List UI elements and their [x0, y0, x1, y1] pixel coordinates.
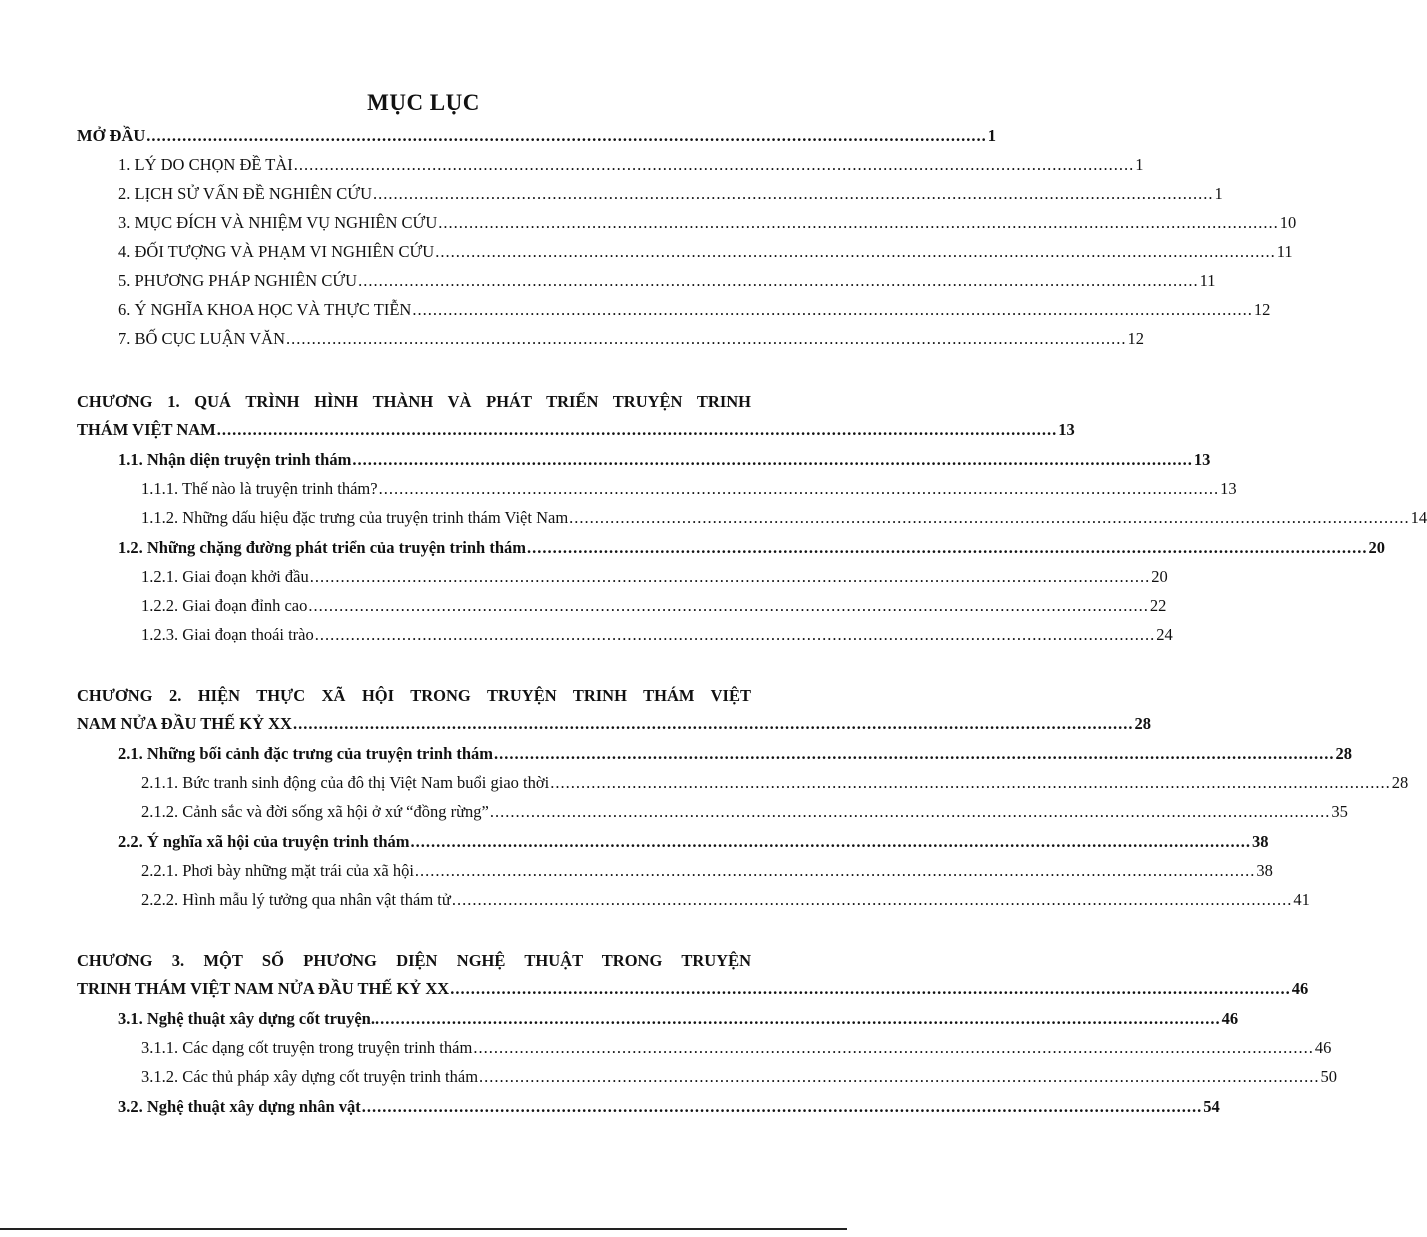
- chapter-heading: CHƯƠNG 1. QUÁ TRÌNH HÌNH THÀNH VÀ PHÁT TRIỂN TRUYỆN TRINH: [77, 392, 751, 411]
- toc-entry: [118, 155, 1144, 185]
- dot-leader: ....................................................................................................................................................................: [380, 1009, 1221, 1028]
- toc-page-number: 28: [1134, 714, 1151, 733]
- toc-page-number: 1: [1135, 155, 1144, 174]
- dot-leader: ....................................................................................................................................................................: [410, 832, 1252, 851]
- dot-leader: ....................................................................................................................................................................: [473, 1038, 1314, 1057]
- toc-page-number: 46: [1291, 979, 1309, 998]
- toc-label: MỞ ĐẦU: [77, 126, 146, 145]
- toc-label: 2.1.2. Cảnh sắc và đời sống xã hội ở xứ “đồng rừng”: [141, 802, 489, 821]
- toc-entry: [141, 890, 1310, 920]
- dot-leader: ....................................................................................................................................................................: [352, 450, 1193, 469]
- toc-page-number: 46: [1221, 1009, 1239, 1028]
- toc-entry: [141, 1067, 1338, 1097]
- toc-label: 3.1.2. Các thủ pháp xây dựng cốt truyện trinh thám: [141, 1067, 479, 1086]
- toc-entry: [141, 625, 1173, 655]
- toc-entry: [141, 508, 1427, 538]
- toc-entry: [118, 832, 1269, 862]
- toc-label: 1.2.3. Giai đoạn thoái trào: [141, 625, 314, 644]
- dot-leader: ....................................................................................................................................................................: [527, 538, 1368, 557]
- dot-leader: ....................................................................................................................................................................: [451, 890, 1293, 909]
- toc-label: 2.2. Ý nghĩa xã hội của truyện trinh thám: [118, 832, 410, 851]
- toc-entry: [118, 1097, 1220, 1127]
- dot-leader: ....................................................................................................................................................................: [479, 1067, 1320, 1086]
- dot-leader: ....................................................................................................................................................................: [414, 861, 1256, 880]
- toc-page-number: 54: [1203, 1097, 1220, 1116]
- toc-label: 6. Ý NGHĨA KHOA HỌC VÀ THỰC TIỄN: [118, 300, 412, 319]
- dot-leader: ....................................................................................................................................................................: [146, 126, 987, 145]
- toc-label: TRINH THÁM VIỆT NAM NỬA ĐẦU THẾ KỶ XX: [77, 979, 450, 998]
- toc-entry: [77, 979, 1309, 1009]
- toc-entry: [118, 213, 1297, 243]
- dot-leader: ....................................................................................................................................................................: [286, 329, 1127, 348]
- toc-entry: [77, 420, 1075, 450]
- toc-entry: [77, 126, 997, 156]
- toc-entry: [141, 802, 1348, 832]
- toc-entry: [141, 773, 1409, 803]
- toc-entry: [118, 271, 1216, 301]
- toc-entry: [141, 861, 1273, 891]
- toc-entry: [118, 744, 1353, 774]
- dot-leader: ....................................................................................................................................................................: [308, 596, 1149, 615]
- toc-entry: [141, 1038, 1332, 1068]
- chapter-heading: CHƯƠNG 2. HIỆN THỰC XÃ HỘI TRONG TRUYỆN TRINH THÁM VIỆT: [77, 686, 751, 705]
- dot-leader: ....................................................................................................................................................................: [569, 508, 1410, 527]
- dot-leader: ....................................................................................................................................................................: [412, 300, 1253, 319]
- toc-entry: [118, 538, 1386, 568]
- toc-page-number: 11: [1199, 271, 1216, 290]
- toc-page-number: 28: [1335, 744, 1353, 763]
- dot-leader: ....................................................................................................................................................................: [292, 714, 1134, 733]
- chapter-heading: CHƯƠNG 3. MỘT SỐ PHƯƠNG DIỆN NGHỆ THUẬT TRONG TRUYỆN: [77, 951, 751, 970]
- dot-leader: ....................................................................................................................................................................: [216, 420, 1058, 439]
- toc-entry: [77, 714, 1151, 744]
- toc-label: 2.2.1. Phơi bày những mặt trái của xã hội: [141, 861, 414, 880]
- toc-label: 3.1.1. Các dạng cốt truyện trong truyện trinh thám: [141, 1038, 473, 1057]
- dot-leader: ....................................................................................................................................................................: [309, 567, 1151, 586]
- dot-leader: ....................................................................................................................................................................: [435, 242, 1276, 261]
- toc-label: 1.1. Nhận diện truyện trinh thám: [118, 450, 352, 469]
- toc-label: 2. LỊCH SỬ VẤN ĐỀ NGHIÊN CỨU: [118, 184, 373, 203]
- toc-label: 3.1. Nghệ thuật xây dựng cốt truyện..: [118, 1009, 380, 1028]
- toc-page-number: 12: [1127, 329, 1144, 348]
- toc-page-number: 38: [1252, 832, 1269, 851]
- dot-leader: ....................................................................................................................................................................: [438, 213, 1279, 232]
- toc-page-number: 22: [1149, 596, 1167, 615]
- toc-label: THÁM VIỆT NAM: [77, 420, 216, 439]
- dot-leader: ....................................................................................................................................................................: [378, 479, 1220, 498]
- toc-page-number: 24: [1156, 625, 1173, 644]
- toc-page-number: 14: [1410, 508, 1427, 527]
- toc-page-number: 1: [987, 126, 997, 145]
- toc-page-number: 13: [1193, 450, 1211, 469]
- toc-entry: [141, 567, 1168, 597]
- toc-entry: [118, 450, 1211, 480]
- toc-label: 1.2.1. Giai đoạn khởi đầu: [141, 567, 309, 586]
- dot-leader: ....................................................................................................................................................................: [293, 155, 1135, 174]
- toc-entry: [118, 1009, 1239, 1039]
- toc-label: 3. MỤC ĐÍCH VÀ NHIỆM VỤ NGHIÊN CỨU: [118, 213, 438, 232]
- toc-page-number: 50: [1320, 1067, 1338, 1086]
- toc-page-number: 10: [1279, 213, 1297, 232]
- toc-label: 1.2. Những chặng đường phát triển của truyện trinh thám: [118, 538, 527, 557]
- toc-label: 4. ĐỐI TƯỢNG VÀ PHẠM VI NGHIÊN CỨU: [118, 242, 435, 261]
- toc-label: 5. PHƯƠNG PHÁP NGHIÊN CỨU: [118, 271, 358, 290]
- toc-page-number: 38: [1256, 861, 1273, 880]
- toc-page-number: 12: [1253, 300, 1271, 319]
- toc-label: 1.1.2. Những dấu hiệu đặc trưng của truyện trinh thám Việt Nam: [141, 508, 569, 527]
- page-title: MỤC LỤC: [367, 90, 480, 115]
- toc-label: 2.1. Những bối cảnh đặc trưng của truyện trinh thám: [118, 744, 494, 763]
- dot-leader: ....................................................................................................................................................................: [450, 979, 1291, 998]
- toc-page-number: 20: [1151, 567, 1168, 586]
- toc-entry: [118, 184, 1223, 214]
- toc-label: NAM NỬA ĐẦU THẾ KỶ XX: [77, 714, 292, 733]
- toc-page-number: 13: [1058, 420, 1075, 439]
- dot-leader: ....................................................................................................................................................................: [358, 271, 1199, 290]
- toc-entry: [118, 300, 1271, 330]
- toc-entry: [118, 329, 1144, 359]
- toc-page-number: 1: [1214, 184, 1223, 203]
- toc-page-number: 46: [1314, 1038, 1332, 1057]
- dot-leader: ....................................................................................................................................................................: [550, 773, 1391, 792]
- toc-label: 1. LÝ DO CHỌN ĐỀ TÀI: [118, 155, 293, 174]
- toc-page-number: 41: [1293, 890, 1310, 909]
- toc-label: 2.2.2. Hình mẫu lý tưởng qua nhân vật thám tử: [141, 890, 451, 909]
- toc-page-number: 13: [1220, 479, 1237, 498]
- toc-label: 7. BỐ CỤC LUẬN VĂN: [118, 329, 285, 348]
- toc-entry: [141, 596, 1167, 626]
- toc-entry: [118, 242, 1293, 272]
- dot-leader: ....................................................................................................................................................................: [361, 1097, 1203, 1116]
- dot-leader: ....................................................................................................................................................................: [489, 802, 1331, 821]
- dot-leader: ....................................................................................................................................................................: [373, 184, 1214, 203]
- dot-leader: ....................................................................................................................................................................: [494, 744, 1335, 763]
- page-bottom-rule: [0, 1228, 847, 1230]
- toc-label: 3.2. Nghệ thuật xây dựng nhân vật: [118, 1097, 361, 1116]
- toc-entry: [141, 479, 1237, 509]
- toc-label: 1.1.1. Thế nào là truyện trinh thám?: [141, 479, 378, 498]
- toc-label: 1.2.2. Giai đoạn đỉnh cao: [141, 596, 308, 615]
- toc-page-number: 11: [1276, 242, 1293, 261]
- toc-page-number: 35: [1331, 802, 1348, 821]
- dot-leader: ....................................................................................................................................................................: [314, 625, 1156, 644]
- toc-page-number: 20: [1368, 538, 1386, 557]
- toc-page-number: 28: [1391, 773, 1409, 792]
- toc-label: 2.1.1. Bức tranh sinh động của đô thị Việt Nam buổi giao thời: [141, 773, 550, 792]
